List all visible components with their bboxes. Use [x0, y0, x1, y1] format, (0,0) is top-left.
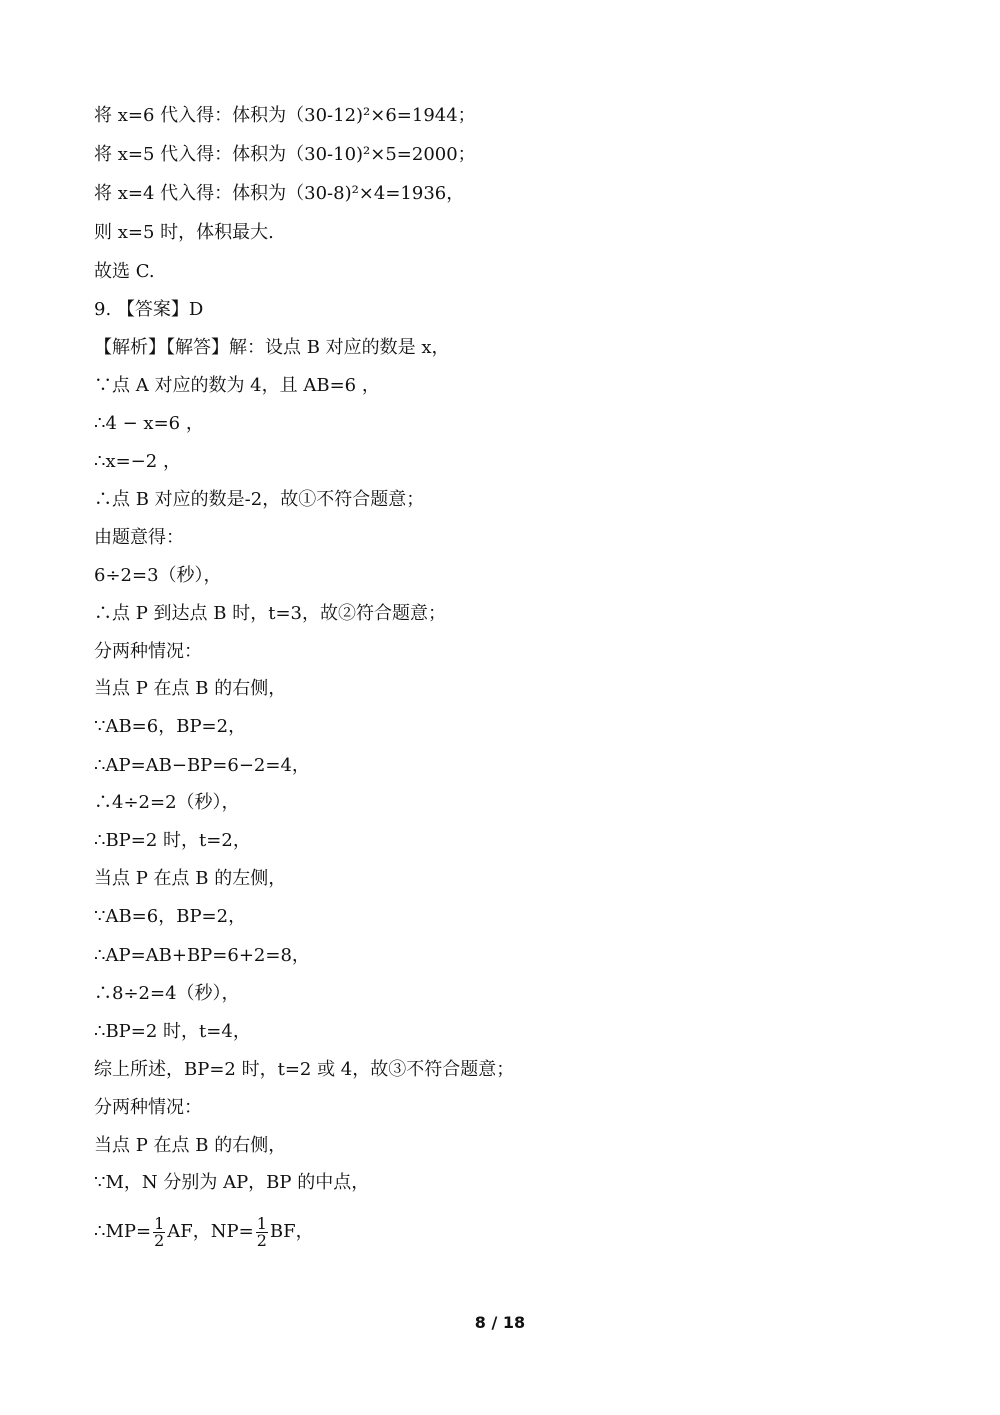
- text-line: 当点 P 在点 B 的右侧，: [94, 1135, 287, 1156]
- text-line: 分两种情况：: [94, 641, 202, 662]
- text-line: ∵M，N 分别为 AP，BP 的中点，: [94, 1172, 370, 1193]
- text-line: ∵点 A 对应的数为 4，且 AB=6 ，: [94, 375, 380, 396]
- text-line: 将 x=5 代入得：体积为（30-10)²×5=2000；: [94, 144, 476, 165]
- equation-middle: AF，NP=: [167, 1221, 254, 1242]
- page-number: 8 / 18: [474, 1313, 526, 1332]
- text-line: ∴8÷2=4（秒），: [94, 983, 240, 1004]
- text-line: 故选 C.: [94, 261, 155, 282]
- text-line: ∴BP=2 时，t=4，: [94, 1021, 251, 1042]
- fraction-equation-line: [94, 1212, 314, 1252]
- text-line: 由题意得：: [94, 527, 184, 548]
- text-line: 6÷2=3（秒），: [94, 565, 222, 586]
- text-line: 当点 P 在点 B 的左侧，: [94, 868, 287, 889]
- text-line: ∴BP=2 时，t=2，: [94, 830, 251, 851]
- equation-line: ∴x=−2 ，: [94, 451, 181, 472]
- text-line: 将 x=4 代入得：体积为（30-8)²×4=1936，: [94, 183, 465, 204]
- fraction-denominator: 2: [154, 1230, 165, 1250]
- equation-prefix: ∴MP=: [94, 1221, 152, 1242]
- text-line: 当点 P 在点 B 的右侧，: [94, 678, 287, 699]
- fraction-half: [256, 1213, 268, 1250]
- text-line: 将 x=6 代入得：体积为（30-12)²×6=1944；: [94, 105, 476, 126]
- fraction-numerator: 1: [256, 1213, 267, 1233]
- text-line: 分两种情况：: [94, 1097, 202, 1118]
- equation-line: ∴4 − x=6 ，: [94, 413, 204, 434]
- equation-line: ∴AP=AB−BP=6−2=4，: [94, 755, 310, 776]
- text-line: 【解析】【解答】解：设点 B 对应的数是 x，: [94, 337, 450, 358]
- text-line: ∴点 P 到达点 B 时，t=3，故②符合题意；: [94, 603, 446, 624]
- text-line: ∴点 B 对应的数是-2，故①不符合题意；: [94, 489, 425, 510]
- fraction-half: [153, 1213, 165, 1250]
- text-line: 综上所述，BP=2 时，t=2 或 4，故③不符合题意；: [94, 1059, 515, 1080]
- fraction-denominator: 2: [256, 1230, 267, 1250]
- equation-line: ∴AP=AB+BP=6+2=8，: [94, 945, 310, 966]
- text-line: ∴4÷2=2（秒），: [94, 792, 240, 813]
- text-line: ∵AB=6，BP=2，: [94, 716, 247, 737]
- equation-suffix: BF，: [269, 1221, 314, 1242]
- answer-heading: 9. 【答案】D: [94, 299, 204, 320]
- text-line: ∵AB=6，BP=2，: [94, 906, 247, 927]
- fraction-numerator: 1: [154, 1213, 165, 1233]
- text-line: 则 x=5 时，体积最大.: [94, 222, 274, 243]
